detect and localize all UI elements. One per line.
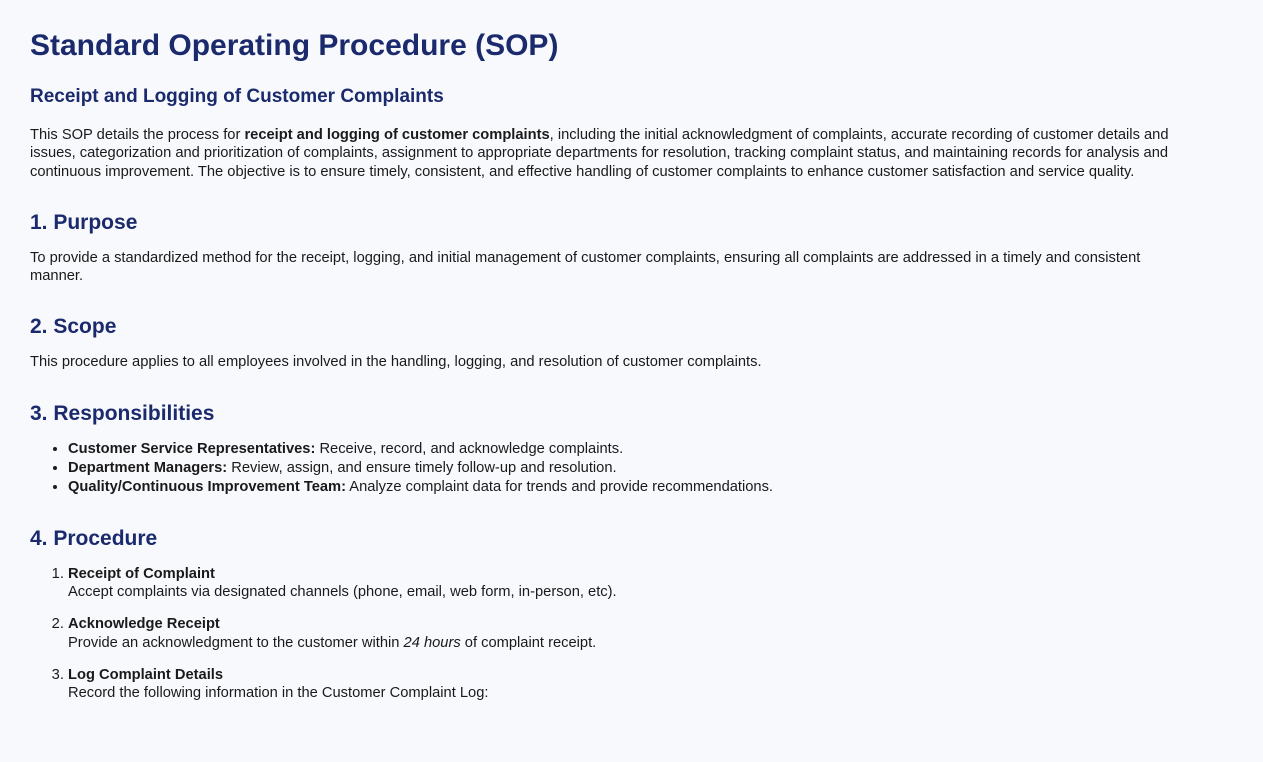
intro-paragraph xyxy=(30,126,1195,181)
list-item xyxy=(68,565,1233,602)
procedure-step-title: Acknowledge Receipt xyxy=(68,616,220,633)
list-item xyxy=(68,459,1233,477)
responsibility-duty: Analyze complaint data for trends and provide recommendations. xyxy=(346,479,774,496)
procedure-step-detail-emphasis: 24 hours xyxy=(403,634,461,651)
section-heading-procedure: 4. Procedure xyxy=(30,526,158,550)
section-heading-responsibilities: 3. Responsibilities xyxy=(30,401,215,425)
procedure-step-title: Receipt of Complaint xyxy=(68,565,215,582)
procedure-step-title: Log Complaint Details xyxy=(68,666,224,683)
list-item xyxy=(68,478,1233,496)
section-text-purpose: To provide a standardized method for the receipt, logging, and initial management of customer complaints, ensuring all complaints are addressed in a timely and consistent manner. xyxy=(30,249,1141,285)
responsibilities-list xyxy=(30,440,1233,497)
responsibility-role: Department Managers: xyxy=(68,460,228,477)
list-item xyxy=(68,666,1233,703)
list-item xyxy=(68,440,1233,458)
responsibility-duty: Receive, record, and acknowledge complaints. xyxy=(315,440,624,457)
page-title: Standard Operating Procedure (SOP) xyxy=(30,29,559,62)
procedure-list xyxy=(30,565,1233,703)
document-subtitle: Receipt and Logging of Customer Complaints xyxy=(30,86,444,107)
list-item xyxy=(68,615,1233,652)
intro-text-emphasis: receipt and logging of customer complaints xyxy=(244,127,550,143)
procedure-step-detail: Record the following information in the Customer Complaint Log: xyxy=(68,685,489,702)
responsibility-role: Customer Service Representatives: xyxy=(68,440,316,457)
responsibility-role: Quality/Continuous Improvement Team: xyxy=(68,479,347,496)
section-heading-scope: 2. Scope xyxy=(30,315,117,339)
procedure-step-detail: Accept complaints via designated channels (phone, email, web form, in-person, etc). xyxy=(68,583,617,600)
intro-text-part2: , including the initial acknowledgment of complaints, accurate recording of customer details and issues, categorization and prioritization of complaints, assignment to appropriate departments for resolution, tracking complaint status, and maintaining records for analysis and continuous improvement. The objective is to ensure timely, consistent, and effective handling of customer complaints to enhance customer satisfaction and service quality. xyxy=(30,127,1169,180)
responsibility-duty: Review, assign, and ensure timely follow-up and resolution. xyxy=(227,460,617,477)
section-heading-purpose: 1. Purpose xyxy=(30,210,138,234)
intro-text-part1: This SOP details the process for xyxy=(30,127,245,143)
procedure-step-detail-part2: of complaint receipt. xyxy=(460,634,597,651)
procedure-step-detail-part1: Provide an acknowledgment to the customer within xyxy=(68,634,404,651)
procedure-step-detail xyxy=(68,634,1233,652)
section-text-scope: This procedure applies to all employees involved in the handling, logging, and resolution of customer complaints. xyxy=(30,354,762,371)
